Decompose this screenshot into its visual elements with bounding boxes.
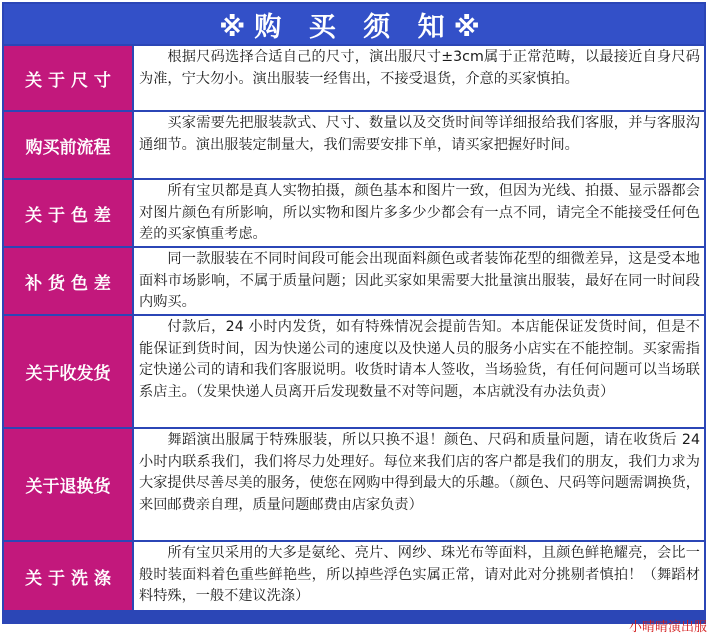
- section-label-text: 关于退换货: [25, 477, 111, 497]
- notice-sections: [4, 46, 704, 612]
- shop-watermark: 小晴晴演出服: [628, 620, 707, 635]
- section-label-size: [4, 46, 132, 110]
- section-shipping-receiving: [4, 316, 704, 427]
- section-color-difference: [4, 180, 704, 246]
- section-pre-purchase-process: [4, 112, 704, 178]
- section-label-pre-purchase-process: [4, 112, 132, 178]
- section-body-color-difference: [134, 180, 704, 246]
- section-body-returns-exchanges: [134, 429, 704, 540]
- section-text: 根据尺码选择合适自己的尺寸，演出服尺寸±3cm属于正常范畴，以最接近自身尺码为准，宁大勿小。演出服装一经售出，不接受退货，介意的买家慎拍。: [139, 49, 700, 87]
- section-text: 舞蹈演出服属于特殊服装，所以只换不退！颜色、尺码和质量问题，请在收货后 24 小时内联系我们，我们将尽力处理好。每位来我们店的客户都是我们的朋友，我们力求为大家提供尽善尽美的服务，使您在网购中得到最大的乐趣。（颜色、尺码等问题需调换货，来回邮费亲自理，质量问题邮费由店家负责）: [139, 432, 700, 513]
- section-label-text: 购买前流程: [25, 137, 111, 158]
- purchase-notice-panel: [2, 2, 706, 624]
- section-text: 同一款服装在不同时间段可能会出现面料颜色或者装饰花型的细微差异，这是受本地面料市场影响，不属于质量问题；因此买家如果需要大批量演出服装，最好在同一时间段内购买。: [139, 251, 700, 311]
- section-body-washing: [134, 542, 704, 610]
- section-returns-exchanges: [4, 429, 704, 540]
- section-label-restock-color-difference: [4, 248, 132, 314]
- section-label-text: 关 于 洗 涤: [25, 568, 111, 589]
- section-washing: [4, 542, 704, 610]
- section-label-color-difference: [4, 180, 132, 246]
- section-body-pre-purchase-process: [134, 112, 704, 178]
- section-body-restock-color-difference: [134, 248, 704, 314]
- section-text: 买家需要先把服装款式、尺寸、数量以及交货时间等详细报给我们客服，并与客服沟通细节。演出服装定制量大，我们需要安排下单，请买家把握好时间。: [139, 115, 700, 153]
- section-label-shipping-receiving: [4, 316, 132, 427]
- section-label-washing: [4, 542, 132, 610]
- section-label-returns-exchanges: [4, 429, 132, 540]
- section-body-shipping-receiving: [134, 316, 704, 427]
- section-text: 所有宝贝采用的大多是氨纶、亮片、网纱、珠光布等面料，且颜色鲜艳耀亮，会比一般时装面料着色重些鲜艳些，所以掉些浮色实属正常，请对此对分挑剔者慎拍！（舞蹈材料特殊，一般不建议洗涤）: [139, 545, 700, 605]
- section-label-text: 关于收发货: [25, 364, 111, 384]
- section-text: 付款后，24 小时内发货，如有特殊情况会提前告知。本店能保证发货时间，但是不能保证到货时间，因为快递公司的速度以及快递人员的服务小店实在不能控制。买家需指定快递公司的请和我们客服说明。收货时请本人签收，当场验货，有任何问题可以当场联系店主。（发果快递人员离开后发现数量不对等问题，本店就没有办法负责）: [139, 319, 700, 400]
- section-label-text: 关 于 色 差: [25, 205, 111, 226]
- section-restock-color-difference: [4, 248, 704, 314]
- section-text: 所有宝贝都是真人实物拍摄，颜色基本和图片一致，但因为光线、拍摄、显示器都会对图片颜色有所影响，所以实物和图片多多少少都会有一点不同，请完全不能接受任何色差的买家慎重考虑。: [139, 183, 700, 243]
- section-body-size: [134, 46, 704, 110]
- notice-title-bar: [4, 4, 704, 44]
- notice-title: ※购 买 须 知※: [219, 11, 489, 43]
- section-label-text: 补 货 色 差: [25, 273, 111, 294]
- section-size: [4, 46, 704, 110]
- section-label-text: 关 于 尺 寸: [25, 70, 111, 91]
